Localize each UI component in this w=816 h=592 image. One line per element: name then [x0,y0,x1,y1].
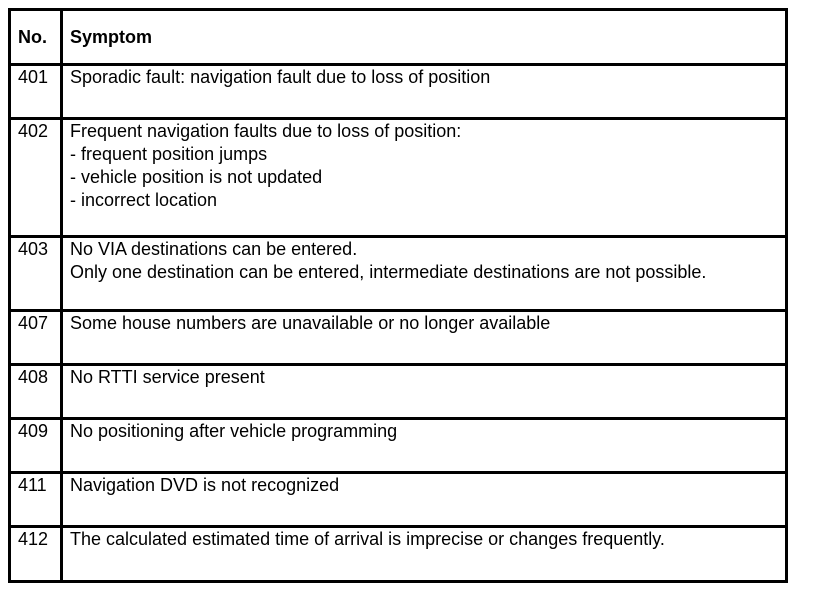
table-row [10,473,787,527]
row-number: 408 [10,365,62,419]
symptom-line: - incorrect location [70,190,218,210]
row-number: 401 [10,65,62,119]
header-symptom: Symptom [62,10,787,65]
table-header-row [10,10,787,65]
symptom-cell [62,419,787,473]
symptom-line: The calculated estimated time of arrival is imprecise or changes frequently. [70,529,665,549]
symptom-cell [62,119,787,237]
table-row [10,365,787,419]
table-row [10,237,787,311]
table-row [10,419,787,473]
symptom-line: Some house numbers are unavailable or no longer available [70,313,551,333]
symptom-line: Sporadic fault: navigation fault due to loss of position [70,67,491,87]
symptom-table [8,8,788,583]
symptom-line: No VIA destinations can be entered. [70,239,358,259]
row-number: 402 [10,119,62,237]
table-row [10,527,787,582]
symptom-cell [62,527,787,582]
row-number: 412 [10,527,62,582]
table-row [10,311,787,365]
symptom-line: - frequent position jumps [70,144,268,164]
symptom-cell [62,473,787,527]
symptom-cell [62,237,787,311]
symptom-line: Navigation DVD is not recognized [70,475,340,495]
row-number: 403 [10,237,62,311]
symptom-cell [62,65,787,119]
header-no: No. [10,10,62,65]
symptom-line: - vehicle position is not updated [70,167,323,187]
symptom-cell [62,311,787,365]
symptom-line: No positioning after vehicle programming [70,421,398,441]
table-row [10,119,787,237]
row-number: 407 [10,311,62,365]
row-number: 409 [10,419,62,473]
symptom-line: Only one destination can be entered, intermediate destinations are not possible. [70,262,707,282]
symptom-line: Frequent navigation faults due to loss of position: [70,121,462,141]
symptom-cell [62,365,787,419]
table-row [10,65,787,119]
symptom-line: No RTTI service present [70,367,265,387]
row-number: 411 [10,473,62,527]
